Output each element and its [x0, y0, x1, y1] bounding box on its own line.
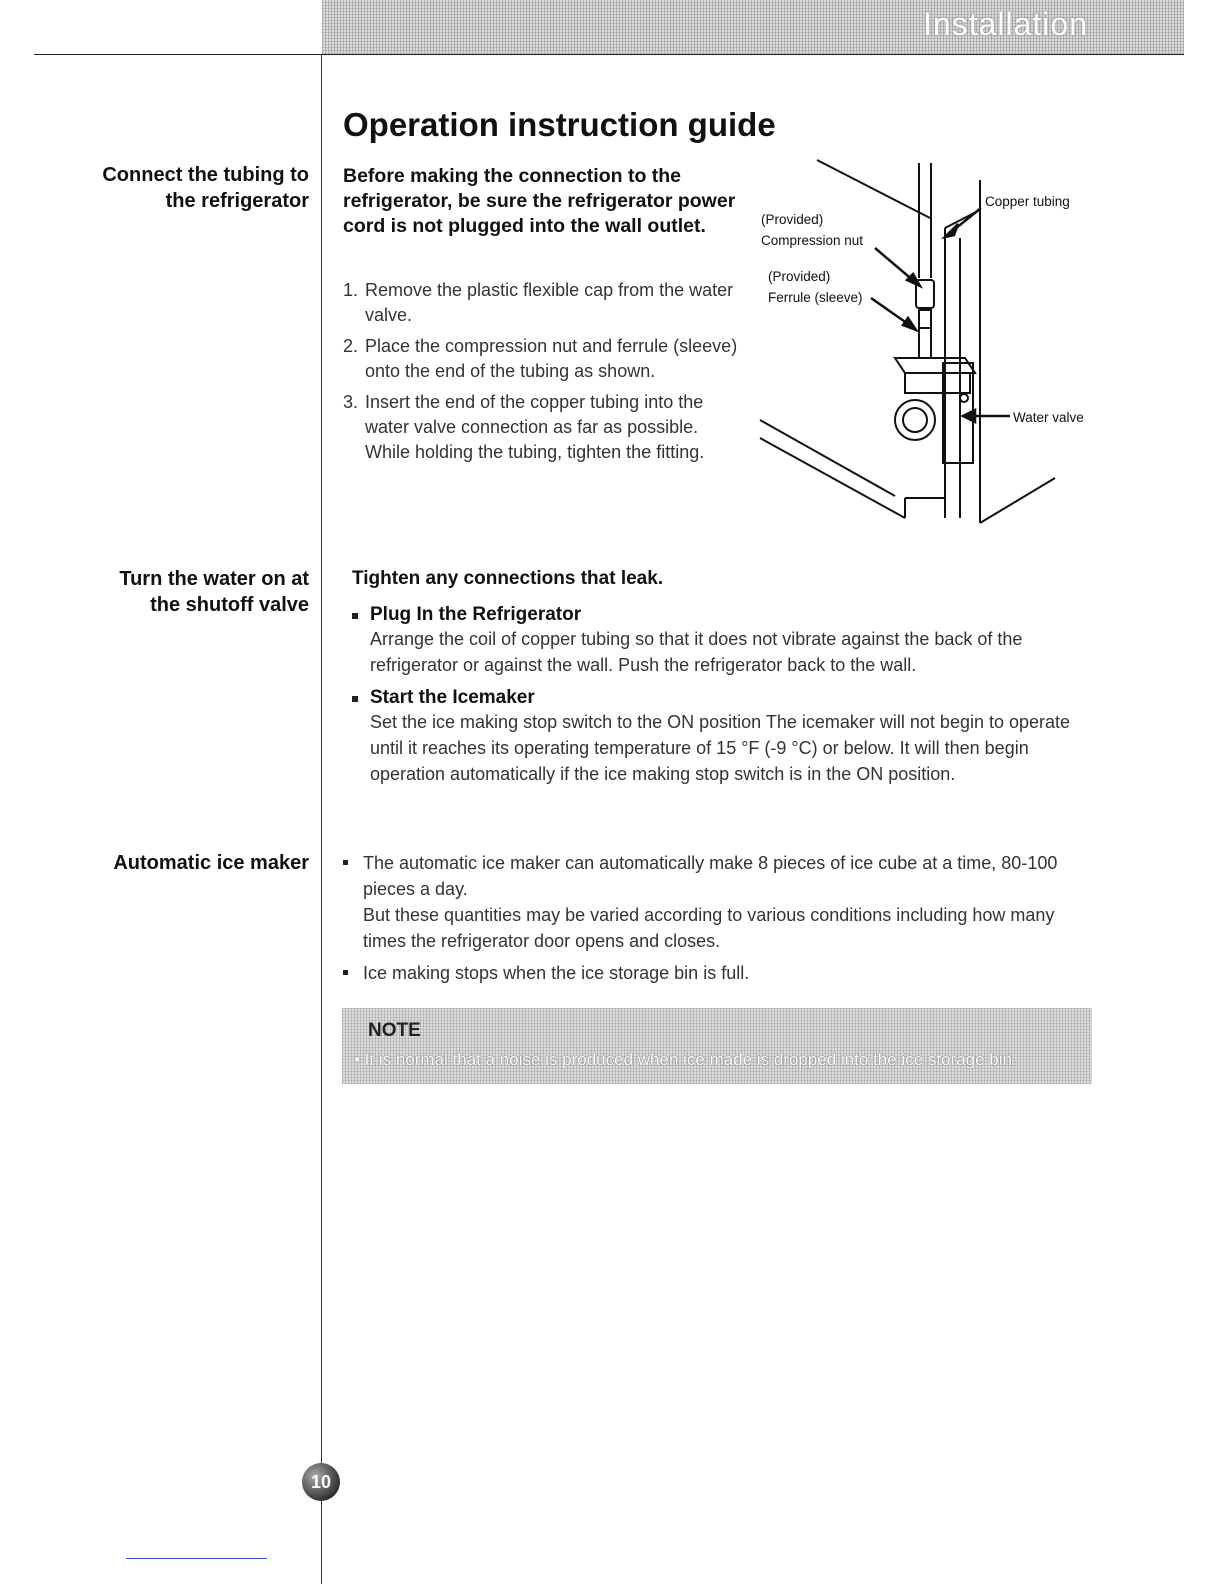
item-text-extra: But these quantities may be varied according to various conditions including how many times the refrigerator door opens and closes.: [363, 905, 1055, 951]
warning-text: Before making the connection to the refrigerator, be sure the refrigerator power cord is not plugged into the wall outlet.: [343, 165, 736, 237]
label-ferrule: Ferrule (sleeve): [768, 290, 863, 305]
label-provided: (Provided): [761, 212, 824, 227]
item-body: Set the ice making stop switch to the ON position The icemaker will not begin to operate until it reaches its operating temperature of 15 °F (-9 °C) or below. It will then begin operation automatically if the ice making stop switch is in the ON position.: [370, 712, 1071, 784]
step-text: Remove the plastic flexible cap from the water valve.: [365, 280, 734, 325]
note-title: NOTE: [368, 1020, 421, 1041]
side-heading-ice-maker: [113, 850, 309, 876]
step-number: 1.: [343, 280, 359, 300]
bullet-icon: [352, 696, 358, 702]
list-item: [343, 334, 738, 384]
page-title: Operation instruction guide: [343, 106, 776, 143]
bullet-icon: [352, 613, 358, 619]
bullet-icon: [343, 970, 348, 975]
heading-line: the refrigerator: [165, 190, 309, 212]
item-text: Ice making stops when the ice storage bin is full.: [363, 963, 750, 983]
list-item: [343, 960, 1093, 986]
heading-line: Turn the water on at: [119, 568, 309, 590]
label-copper-tubing: Copper tubing: [985, 194, 1070, 209]
step-text: Place the compression nut and ferrule (sleeve) onto the end of the tubing as shown.: [365, 336, 738, 381]
list-item: [352, 604, 1092, 678]
list-item: [343, 390, 738, 465]
label-compression-nut: Compression nut: [761, 233, 864, 248]
ice-maker-list: [343, 850, 1093, 992]
step-number: 3.: [343, 392, 359, 412]
footer-rule: [126, 1558, 267, 1559]
list-item: [343, 850, 1093, 954]
water-valve-diagram: [755, 158, 1105, 528]
side-heading-water-on: [119, 566, 309, 618]
item-body: Arrange the coil of copper tubing so that it does not vibrate against the back of the refrigerator or against the wall. Push the refrigerator back to the wall.: [370, 629, 1023, 675]
list-item: [352, 687, 1092, 787]
steps-list: [343, 278, 738, 471]
heading-line: Automatic ice maker: [113, 852, 309, 874]
side-heading-connect: [102, 162, 309, 214]
heading-line: Connect the tubing to: [102, 164, 309, 186]
section-lead: Tighten any connections that leak.: [352, 568, 664, 589]
item-title: Plug In the Refrigerator: [370, 604, 582, 625]
note-box: [342, 1008, 1092, 1084]
label-water-valve: Water valve: [1013, 410, 1084, 425]
label-provided: (Provided): [768, 269, 831, 284]
top-rule: [34, 54, 1184, 55]
step-text: Insert the end of the copper tubing into the water valve connection as far as possible. While holding the tubing, tighten the fitting.: [365, 392, 705, 462]
section-title: Installation: [923, 6, 1088, 42]
item-title: Start the Icemaker: [370, 687, 535, 708]
page-number-badge: 10: [302, 1463, 340, 1501]
vertical-divider: [321, 54, 322, 1584]
item-text: The automatic ice maker can automatically make 8 pieces of ice cube at a time, 80-100 pieces a day.: [363, 853, 1058, 899]
header-band: [322, 0, 1184, 54]
heading-line: the shutoff valve: [150, 594, 309, 616]
note-text: • It is normal that a noise is produced when ice made is dropped into the ice storage bin.: [354, 1050, 1017, 1069]
bullet-icon: [343, 860, 348, 865]
list-item: [343, 278, 738, 328]
step-number: 2.: [343, 336, 359, 356]
